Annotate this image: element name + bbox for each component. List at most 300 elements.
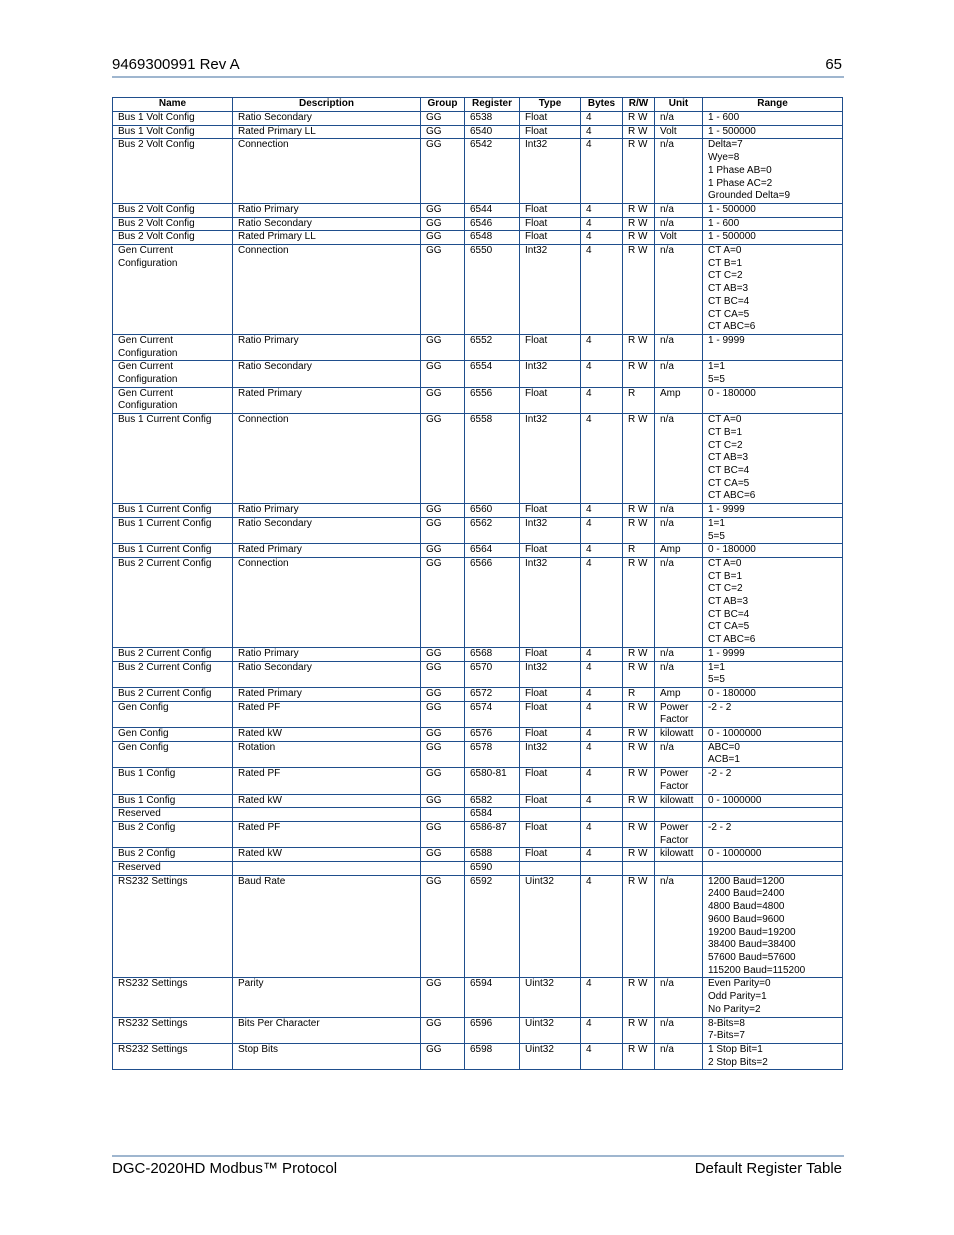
table-row xyxy=(113,848,843,862)
cell-description: Connection xyxy=(233,245,421,335)
cell-unit-line: Volt xyxy=(660,125,677,137)
cell-group xyxy=(421,862,465,876)
cell-group: GG xyxy=(421,544,465,558)
cell-range xyxy=(703,245,843,335)
cell-range-line: Grounded Delta=9 xyxy=(708,190,791,202)
cell-name xyxy=(113,978,233,1017)
cell-description: Rated Primary xyxy=(233,687,421,701)
col-header-name: Name xyxy=(113,98,233,112)
cell-bytes: 4 xyxy=(581,217,623,231)
cell-group: GG xyxy=(421,661,465,687)
cell-name xyxy=(113,517,233,543)
cell-group: GG xyxy=(421,687,465,701)
cell-range-line: 1 - 600 xyxy=(708,217,740,229)
cell-rw xyxy=(623,862,655,876)
cell-range-line: 0 - 1000000 xyxy=(708,728,762,740)
cell-range-line: 1=1 xyxy=(708,517,725,529)
cell-register: 6582 xyxy=(465,794,520,808)
cell-bytes: 4 xyxy=(581,647,623,661)
cell-description: Ratio Secondary xyxy=(233,517,421,543)
cell-name-line: RS232 Settings xyxy=(118,1017,188,1029)
footer-section: Default Register Table xyxy=(694,1160,842,1177)
cell-register: 6548 xyxy=(465,231,520,245)
cell-name-line: Bus 1 Config xyxy=(118,794,176,806)
cell-range-line: -2 - 2 xyxy=(708,768,732,780)
cell-register: 6592 xyxy=(465,875,520,978)
cell-name xyxy=(113,848,233,862)
cell-name-line: Gen Current xyxy=(118,334,174,346)
cell-range xyxy=(703,414,843,504)
cell-unit xyxy=(655,848,703,862)
cell-type: Uint32 xyxy=(520,1043,581,1069)
cell-name xyxy=(113,112,233,126)
cell-range-line: 1=1 xyxy=(708,361,725,373)
cell-type: Float xyxy=(520,848,581,862)
cell-group: GG xyxy=(421,334,465,360)
cell-unit-line: Power xyxy=(660,768,689,780)
cell-name-line: Configuration xyxy=(118,347,178,359)
cell-name xyxy=(113,203,233,217)
cell-unit-line: Power xyxy=(660,821,689,833)
cell-group: GG xyxy=(421,387,465,413)
cell-description: Rated kW xyxy=(233,728,421,742)
cell-name-line: Reserved xyxy=(118,862,161,874)
cell-description: Ratio Secondary xyxy=(233,361,421,387)
page-number: 65 xyxy=(825,56,842,73)
cell-description xyxy=(233,862,421,876)
cell-range-line: CT B=1 xyxy=(708,426,742,438)
cell-register: 6552 xyxy=(465,334,520,360)
cell-bytes: 4 xyxy=(581,701,623,727)
cell-rw: R W xyxy=(623,231,655,245)
cell-rw: R W xyxy=(623,504,655,518)
cell-range-line: CT AB=3 xyxy=(708,452,749,464)
cell-range-line: 0 - 1000000 xyxy=(708,848,762,860)
table-header-row xyxy=(113,98,843,112)
cell-name-line: Bus 1 Volt Config xyxy=(118,112,195,123)
cell-unit xyxy=(655,231,703,245)
cell-name-line: Bus 2 Current Config xyxy=(118,557,212,569)
cell-bytes: 4 xyxy=(581,387,623,413)
cell-rw: R W xyxy=(623,875,655,978)
cell-group: GG xyxy=(421,741,465,767)
cell-range-line xyxy=(708,862,838,875)
cell-group: GG xyxy=(421,125,465,139)
cell-rw: R W xyxy=(623,245,655,335)
cell-description: Ratio Primary xyxy=(233,647,421,661)
cell-group: GG xyxy=(421,231,465,245)
cell-type: Int32 xyxy=(520,245,581,335)
cell-bytes: 4 xyxy=(581,728,623,742)
cell-range-line: 1=1 xyxy=(708,661,725,673)
col-header-register: Register xyxy=(465,98,520,112)
cell-bytes: 4 xyxy=(581,139,623,204)
cell-range-line: 5=5 xyxy=(708,530,725,542)
cell-name xyxy=(113,821,233,847)
cell-register: 6562 xyxy=(465,517,520,543)
cell-name-line: Bus 2 Volt Config xyxy=(118,203,195,215)
cell-range-line: CT C=2 xyxy=(708,583,743,595)
cell-group: GG xyxy=(421,1017,465,1043)
cell-type: Float xyxy=(520,647,581,661)
cell-type: Int32 xyxy=(520,139,581,204)
col-header-type: Type xyxy=(520,98,581,112)
cell-unit-line: n/a xyxy=(660,661,674,673)
cell-name-line: RS232 Settings xyxy=(118,978,188,990)
cell-register: 6578 xyxy=(465,741,520,767)
cell-description: Rated kW xyxy=(233,794,421,808)
cell-range-line: 19200 Baud=19200 xyxy=(708,926,796,938)
table-row xyxy=(113,231,843,245)
table-row xyxy=(113,647,843,661)
cell-range-line: CT CA=5 xyxy=(708,621,750,633)
cell-register: 6544 xyxy=(465,203,520,217)
cell-range xyxy=(703,217,843,231)
cell-bytes xyxy=(581,862,623,876)
cell-range-line: 0 - 180000 xyxy=(708,544,756,556)
cell-register: 6598 xyxy=(465,1043,520,1069)
cell-name-line: RS232 Settings xyxy=(118,875,188,887)
cell-name xyxy=(113,808,233,822)
cell-unit-line: n/a xyxy=(660,217,674,229)
table-row xyxy=(113,728,843,742)
cell-register: 6560 xyxy=(465,504,520,518)
cell-rw: R W xyxy=(623,768,655,794)
cell-description: Ratio Secondary xyxy=(233,112,421,126)
cell-bytes: 4 xyxy=(581,661,623,687)
cell-description: Rated PF xyxy=(233,701,421,727)
cell-register: 6554 xyxy=(465,361,520,387)
cell-bytes: 4 xyxy=(581,203,623,217)
cell-unit xyxy=(655,687,703,701)
cell-range-line: CT A=0 xyxy=(708,557,742,569)
cell-rw: R W xyxy=(623,217,655,231)
cell-range xyxy=(703,808,843,822)
cell-range-line: CT A=0 xyxy=(708,245,742,257)
col-header-bytes: Bytes xyxy=(581,98,623,112)
cell-name-line: Configuration xyxy=(118,374,178,386)
cell-unit-line: n/a xyxy=(660,517,674,529)
cell-bytes: 4 xyxy=(581,557,623,647)
cell-name xyxy=(113,414,233,504)
cell-group: GG xyxy=(421,361,465,387)
table-row xyxy=(113,687,843,701)
cell-bytes: 4 xyxy=(581,112,623,126)
cell-type: Int32 xyxy=(520,361,581,387)
cell-name-line: Configuration xyxy=(118,400,178,412)
cell-unit-line: kilowatt xyxy=(660,728,694,740)
cell-unit-line: Volt xyxy=(660,231,677,243)
cell-range-line: 9600 Baud=9600 xyxy=(708,913,785,925)
cell-description: Rated Primary LL xyxy=(233,125,421,139)
table-row xyxy=(113,544,843,558)
cell-range-line: 1 - 500000 xyxy=(708,203,756,215)
cell-unit xyxy=(655,544,703,558)
cell-range-line: CT BC=4 xyxy=(708,608,750,620)
cell-unit-line: n/a xyxy=(660,245,674,257)
footer-title: DGC-2020HD Modbus™ Protocol xyxy=(112,1160,338,1177)
cell-group: GG xyxy=(421,139,465,204)
col-header-group: Group xyxy=(421,98,465,112)
cell-name-line: Bus 2 Volt Config xyxy=(118,231,195,243)
cell-name-line: Gen Current xyxy=(118,387,174,399)
cell-unit xyxy=(655,203,703,217)
cell-group: GG xyxy=(421,821,465,847)
cell-type xyxy=(520,862,581,876)
cell-range xyxy=(703,687,843,701)
cell-unit xyxy=(655,875,703,978)
cell-group: GG xyxy=(421,978,465,1017)
cell-range xyxy=(703,701,843,727)
cell-range xyxy=(703,875,843,978)
cell-range xyxy=(703,728,843,742)
cell-name xyxy=(113,1017,233,1043)
table-row xyxy=(113,794,843,808)
table-row xyxy=(113,557,843,647)
cell-bytes: 4 xyxy=(581,1043,623,1069)
table-row xyxy=(113,768,843,794)
cell-register: 6546 xyxy=(465,217,520,231)
cell-group: GG xyxy=(421,414,465,504)
table-row xyxy=(113,862,843,876)
cell-rw xyxy=(623,808,655,822)
cell-type: Int32 xyxy=(520,741,581,767)
table-row xyxy=(113,387,843,413)
cell-type: Uint32 xyxy=(520,1017,581,1043)
cell-unit xyxy=(655,661,703,687)
cell-unit-line: n/a xyxy=(660,978,674,990)
cell-range xyxy=(703,978,843,1017)
cell-rw: R W xyxy=(623,334,655,360)
cell-type: Float xyxy=(520,768,581,794)
cell-type: Float xyxy=(520,217,581,231)
cell-bytes: 4 xyxy=(581,517,623,543)
cell-type: Float xyxy=(520,544,581,558)
cell-name xyxy=(113,768,233,794)
table-row xyxy=(113,139,843,204)
cell-bytes: 4 xyxy=(581,794,623,808)
cell-range xyxy=(703,821,843,847)
cell-range xyxy=(703,794,843,808)
cell-name xyxy=(113,387,233,413)
cell-type: Float xyxy=(520,334,581,360)
cell-rw: R W xyxy=(623,794,655,808)
cell-range-line: 2400 Baud=2400 xyxy=(708,888,785,900)
cell-bytes: 4 xyxy=(581,1017,623,1043)
cell-range-line: 8-Bits=8 xyxy=(708,1017,745,1029)
cell-description: Rated Primary xyxy=(233,544,421,558)
cell-unit xyxy=(655,794,703,808)
table-row xyxy=(113,112,843,126)
cell-range xyxy=(703,361,843,387)
cell-range xyxy=(703,661,843,687)
cell-description: Ratio Primary xyxy=(233,203,421,217)
cell-unit xyxy=(655,112,703,126)
cell-range xyxy=(703,741,843,767)
cell-rw: R W xyxy=(623,661,655,687)
cell-range-line: 115200 Baud=115200 xyxy=(708,964,806,976)
cell-name-line: Bus 2 Current Config xyxy=(118,661,212,673)
cell-rw: R W xyxy=(623,139,655,204)
cell-rw: R W xyxy=(623,203,655,217)
table-row xyxy=(113,517,843,543)
cell-group: GG xyxy=(421,794,465,808)
cell-bytes: 4 xyxy=(581,848,623,862)
cell-name-line: Gen Current xyxy=(118,245,174,257)
cell-name-line: Bus 2 Config xyxy=(118,848,176,860)
cell-range-line: 1 Phase AC=2 xyxy=(708,177,773,189)
table-row xyxy=(113,334,843,360)
cell-unit-line: Amp xyxy=(660,387,681,399)
cell-unit xyxy=(655,1043,703,1069)
table-row xyxy=(113,1017,843,1043)
cell-register: 6574 xyxy=(465,701,520,727)
cell-range-line: 1 - 9999 xyxy=(708,647,745,659)
cell-rw: R W xyxy=(623,1043,655,1069)
cell-group: GG xyxy=(421,647,465,661)
cell-name xyxy=(113,217,233,231)
cell-bytes: 4 xyxy=(581,821,623,847)
cell-unit xyxy=(655,334,703,360)
cell-range xyxy=(703,557,843,647)
cell-name xyxy=(113,1043,233,1069)
cell-bytes: 4 xyxy=(581,361,623,387)
cell-range xyxy=(703,203,843,217)
cell-register: 6564 xyxy=(465,544,520,558)
cell-range xyxy=(703,139,843,204)
cell-type: Float xyxy=(520,203,581,217)
cell-name-line: Reserved xyxy=(118,808,161,820)
cell-group: GG xyxy=(421,217,465,231)
cell-register: 6588 xyxy=(465,848,520,862)
cell-bytes: 4 xyxy=(581,231,623,245)
cell-range xyxy=(703,1043,843,1069)
cell-rw: R W xyxy=(623,978,655,1017)
cell-name xyxy=(113,794,233,808)
cell-range-line: 1 - 9999 xyxy=(708,504,745,516)
cell-unit-line: Amp xyxy=(660,544,681,556)
cell-description: Connection xyxy=(233,557,421,647)
cell-name-line: Bus 2 Current Config xyxy=(118,687,212,699)
cell-register: 6572 xyxy=(465,687,520,701)
cell-rw: R W xyxy=(623,125,655,139)
cell-rw: R W xyxy=(623,741,655,767)
cell-unit xyxy=(655,1017,703,1043)
cell-group: GG xyxy=(421,203,465,217)
cell-register: 6594 xyxy=(465,978,520,1017)
cell-range-line: 5=5 xyxy=(708,674,725,686)
table-row xyxy=(113,978,843,1017)
cell-range-line: CT AB=3 xyxy=(708,596,749,608)
cell-unit xyxy=(655,387,703,413)
cell-bytes: 4 xyxy=(581,504,623,518)
cell-name-line: Bus 1 Current Config xyxy=(118,544,212,556)
cell-description: Rotation xyxy=(233,741,421,767)
cell-group: GG xyxy=(421,517,465,543)
cell-range-line: ACB=1 xyxy=(708,754,740,766)
cell-name xyxy=(113,741,233,767)
cell-unit xyxy=(655,821,703,847)
cell-unit-line: n/a xyxy=(660,414,674,426)
register-table xyxy=(112,97,843,1070)
cell-description: Rated PF xyxy=(233,821,421,847)
cell-description: Ratio Secondary xyxy=(233,217,421,231)
cell-range xyxy=(703,647,843,661)
cell-unit xyxy=(655,217,703,231)
cell-range-line: CT AB=3 xyxy=(708,283,749,295)
page-header xyxy=(112,56,842,78)
cell-type: Float xyxy=(520,687,581,701)
cell-range xyxy=(703,231,843,245)
cell-register: 6538 xyxy=(465,112,520,126)
cell-range-line: 4800 Baud=4800 xyxy=(708,901,785,913)
cell-name-line: Bus 2 Volt Config xyxy=(118,217,195,229)
cell-description xyxy=(233,808,421,822)
cell-range-line: CT CA=5 xyxy=(708,477,750,489)
cell-unit-line: n/a xyxy=(660,139,674,151)
cell-description: Rated Primary xyxy=(233,387,421,413)
cell-name xyxy=(113,504,233,518)
cell-range-line: -2 - 2 xyxy=(708,701,732,713)
table-row xyxy=(113,808,843,822)
cell-group: GG xyxy=(421,112,465,126)
cell-register: 6570 xyxy=(465,661,520,687)
cell-description: Connection xyxy=(233,139,421,204)
cell-unit-line: n/a xyxy=(660,1043,674,1055)
cell-bytes: 4 xyxy=(581,125,623,139)
cell-register: 6584 xyxy=(465,808,520,822)
cell-range-line: 1 - 600 xyxy=(708,112,740,123)
cell-range xyxy=(703,387,843,413)
cell-unit-line: n/a xyxy=(660,741,674,753)
cell-register: 6550 xyxy=(465,245,520,335)
cell-name xyxy=(113,875,233,978)
cell-name xyxy=(113,125,233,139)
cell-range xyxy=(703,848,843,862)
cell-bytes: 4 xyxy=(581,414,623,504)
cell-type: Float xyxy=(520,728,581,742)
cell-name-line: Bus 1 Current Config xyxy=(118,414,212,426)
cell-name-line: Bus 1 Current Config xyxy=(118,504,212,516)
table-row xyxy=(113,203,843,217)
cell-type: Int32 xyxy=(520,414,581,504)
cell-rw: R W xyxy=(623,557,655,647)
cell-name-line: Bus 2 Current Config xyxy=(118,647,212,659)
table-row xyxy=(113,361,843,387)
cell-unit xyxy=(655,557,703,647)
cell-description: Connection xyxy=(233,414,421,504)
cell-rw: R W xyxy=(623,821,655,847)
cell-unit xyxy=(655,361,703,387)
cell-register: 6566 xyxy=(465,557,520,647)
cell-register: 6568 xyxy=(465,647,520,661)
cell-bytes: 4 xyxy=(581,875,623,978)
cell-name xyxy=(113,661,233,687)
cell-unit xyxy=(655,741,703,767)
cell-register: 6540 xyxy=(465,125,520,139)
cell-bytes: 4 xyxy=(581,978,623,1017)
cell-register: 6556 xyxy=(465,387,520,413)
cell-range-line: CT CA=5 xyxy=(708,308,750,320)
cell-range-line: CT B=1 xyxy=(708,570,742,582)
cell-range-line: No Parity=2 xyxy=(708,1003,761,1015)
cell-name-line: Gen Config xyxy=(118,741,169,753)
table-row xyxy=(113,875,843,978)
cell-range-line: 1200 Baud=1200 xyxy=(708,875,785,887)
cell-name-line: Bus 1 Volt Config xyxy=(118,125,195,137)
cell-range-line: CT ABC=6 xyxy=(708,321,756,333)
cell-range xyxy=(703,1017,843,1043)
